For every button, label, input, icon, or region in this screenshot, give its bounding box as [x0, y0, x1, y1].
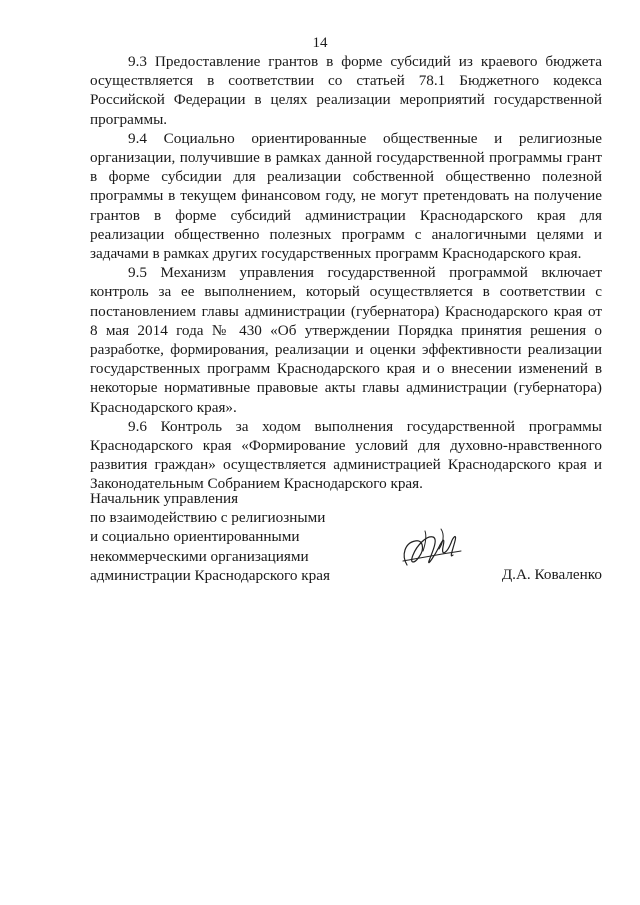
document-body: [90, 52, 602, 494]
signatory-position-line: некоммерческими организациями: [90, 547, 309, 565]
signatory-name: Д.А. Коваленко: [501, 566, 602, 583]
signatory-position-line: и социально ориентированными: [90, 528, 300, 546]
handwritten-signature: [395, 525, 467, 575]
paragraph-9-4: 9.4 Социально ориентированные общественные и религиозные организации, получившие в рамках данной государственной программы грант в форме субсидии для реализации собственной общественно полезной программы в текущем финансовом году, не могут претендовать на получение грантов в форме субсидий администрации Краснодарского края для реализации общественно полезных программ с аналогичными целями и задачами в рамках других государственных программ Краснодарского края.: [90, 129, 602, 263]
paragraph-9-6: 9.6 Контроль за ходом выполнения государственной программы Краснодарского края «Формирование условий для духовно-нравственного развития граждан» осуществляется администрацией Краснодарского края и Законодательным Собранием Краснодарского края.: [90, 417, 602, 493]
signatory-position-line: Начальник управления: [90, 490, 239, 507]
signature-block: [90, 489, 602, 589]
page-number: 14: [312, 35, 328, 51]
paragraph-9-5: 9.5 Механизм управления государственной программой включает контроль за ее выполнением, который осуществляется в соответствии с постановлением главы администрации (губернатора) Краснодарского края от 8 мая 2014 года № 430 «Об утверждении Порядка принятия решения о разработке, формирования, реализации и оценки эффективности реализации государственных программ Краснодарского края и о внесении изменений в некоторые нормативные правовые акты главы администрации (губернатора) Краснодарского края».: [90, 264, 602, 416]
signatory-position-line: администрации Краснодарского края: [90, 566, 330, 584]
signatory-position-line: по взаимодействию с религиозными: [90, 509, 326, 527]
signatory-position: [90, 489, 330, 585]
paragraph-9-3: 9.3 Предоставление грантов в форме субсидий из краевого бюджета осуществляется в соответствии со статьей 78.1 Бюджетного кодекса Российской Федерации в целях реализации мероприятий государственной программы.: [90, 53, 602, 128]
